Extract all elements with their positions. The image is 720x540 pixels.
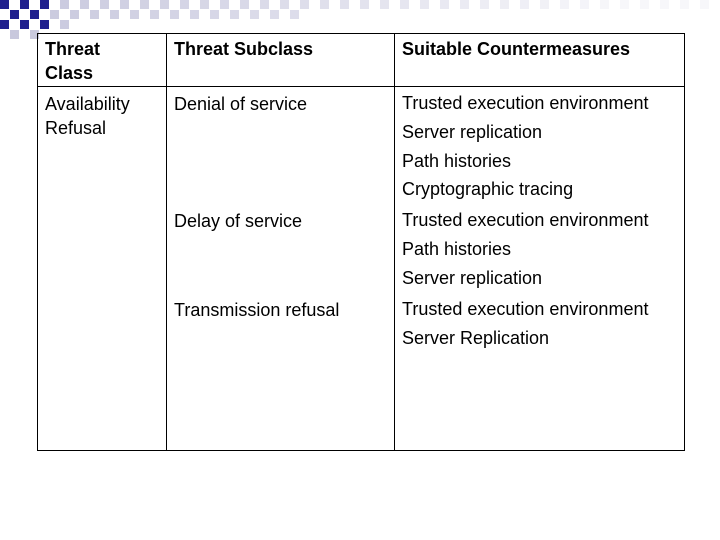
mosaic-square [40,0,49,9]
mosaic-square [230,10,239,19]
mosaic-square [640,0,649,9]
mosaic-square [0,20,9,29]
mosaic-square [130,10,139,19]
threat-class-cell [45,92,130,140]
countermeasures-cell [402,295,648,353]
mosaic-square [210,10,219,19]
mosaic-square [20,20,29,29]
countermeasure-item: Trusted execution environment [402,299,649,319]
mosaic-square [80,0,89,9]
mosaic-square [60,20,69,29]
mosaic-square [10,10,19,19]
mosaic-square [120,0,129,9]
mosaic-square [190,10,199,19]
mosaic-square [700,0,709,9]
mosaic-square [290,10,299,19]
mosaic-square [260,0,269,9]
subclass-cell: Delay of service [174,211,303,231]
mosaic-square [440,0,449,9]
mosaic-square [280,0,289,9]
countermeasure-item: Cryptographic tracing [402,179,574,200]
mosaic-square [400,0,409,9]
countermeasure-item: Path histories [402,150,512,171]
column-divider [166,34,167,450]
mosaic-square [200,0,209,9]
mosaic-square [140,0,149,9]
mosaic-square [50,10,59,19]
mosaic-square [0,0,9,9]
header-threat-subclass: Threat Subclass [174,39,314,59]
subclass-cell: Denial of service [174,94,308,114]
mosaic-square [90,10,99,19]
countermeasure-item: Server Replication [402,327,550,348]
column-divider [394,34,395,450]
mosaic-square [340,0,349,9]
mosaic-square [480,0,489,9]
mosaic-square [40,20,49,29]
mosaic-square [30,10,39,19]
mosaic-square [600,0,609,9]
mosaic-square [560,0,569,9]
mosaic-square [360,0,369,9]
mosaic-square [70,10,79,19]
mosaic-square [220,0,229,9]
mosaic-square [20,0,29,9]
mosaic-square [660,0,669,9]
threat-table [37,33,685,451]
mosaic-square [300,0,309,9]
countermeasure-item: Trusted execution environment [402,210,649,230]
mosaic-square [500,0,509,9]
mosaic-square [380,0,389,9]
mosaic-square [160,0,169,9]
mosaic-square [60,0,69,9]
countermeasure-item: Trusted execution environment [402,93,649,113]
mosaic-square [540,0,549,9]
mosaic-square [270,10,279,19]
countermeasures-cell [402,89,648,204]
mosaic-square [150,10,159,19]
mosaic-square [110,10,119,19]
mosaic-square [10,30,19,39]
mosaic-square [680,0,689,9]
countermeasure-item: Path histories [402,238,512,259]
mosaic-square [100,0,109,9]
header-divider [38,86,684,87]
mosaic-square [460,0,469,9]
threat-class-line: Refusal [45,118,107,138]
mosaic-square [580,0,589,9]
threat-class-line: Availability [45,94,130,114]
mosaic-square [320,0,329,9]
mosaic-square [620,0,629,9]
countermeasure-item: Server replication [402,267,543,288]
mosaic-square [250,10,259,19]
header-threat-class: Threat Class [45,39,101,83]
countermeasure-item: Server replication [402,121,543,142]
header-countermeasures: Suitable Countermeasures [402,39,631,59]
mosaic-square [520,0,529,9]
mosaic-square [240,0,249,9]
subclass-cell: Transmission refusal [174,300,340,320]
mosaic-square [180,0,189,9]
mosaic-square [170,10,179,19]
mosaic-square [420,0,429,9]
countermeasures-cell [402,206,648,292]
